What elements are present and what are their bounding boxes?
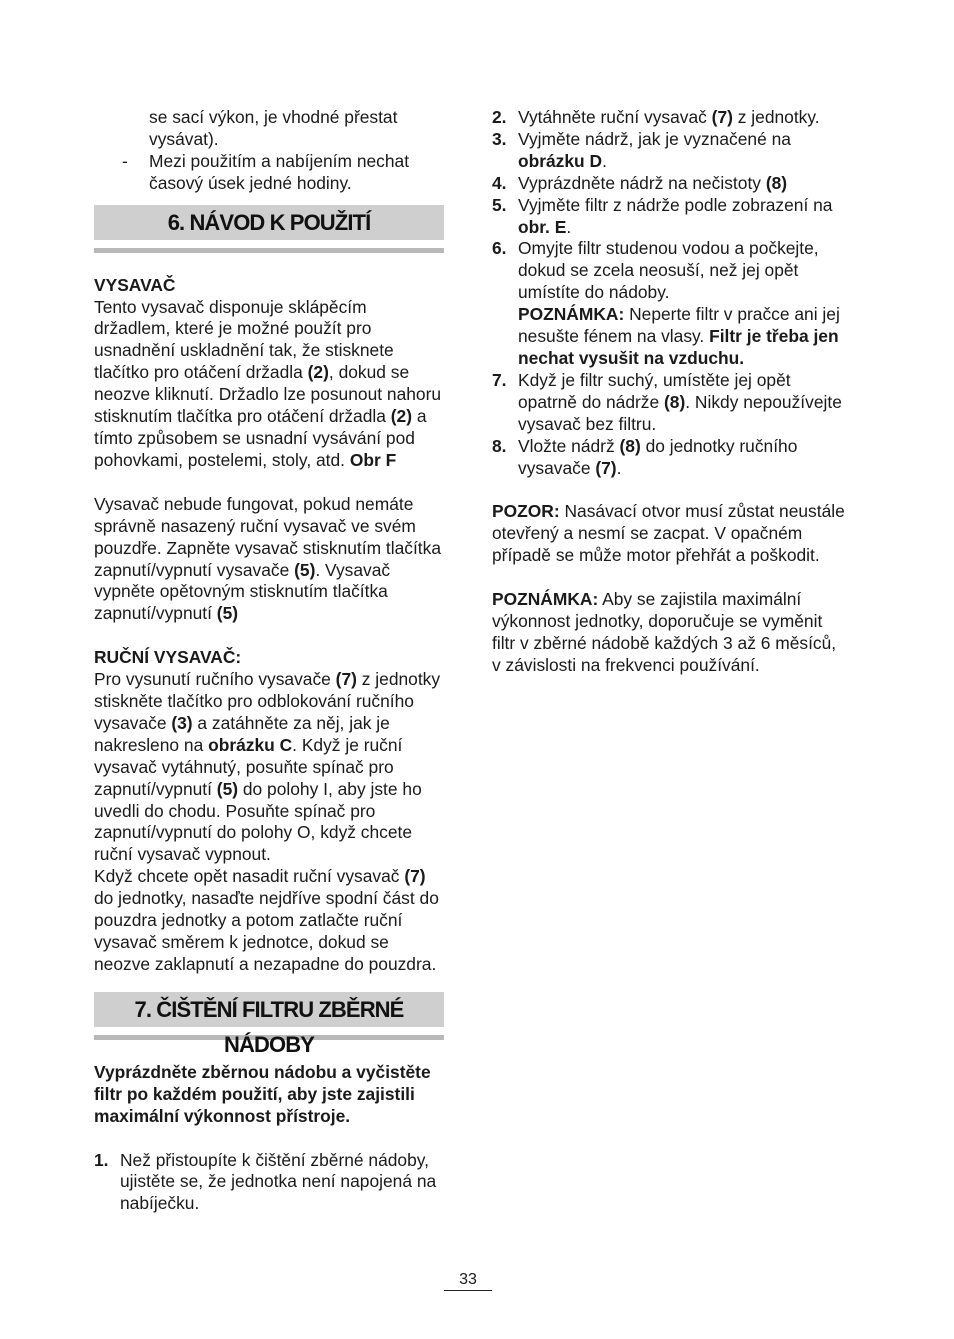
paragraph-handle: Tento vysavač disponuje sklápěcím držadlem, které je možné použít pro usnadnění uskladnění tak, že stisknete tlačítko pro otáčení držadla (2), dokud se neozve kliknutí. Držadlo lze posunout nahoru stisknutím tlačítka pro otáčení držadla (2) a tímto způsobem se usnadní vysávání pod pohovkami, postelemi, stoly, atd. Obr F xyxy=(94,296,442,470)
section-6-heading: 6. NÁVOD K POUŽITÍ xyxy=(94,205,444,240)
step-4: 4. Vyprázdněte nádrž na nečistoty (8) xyxy=(492,172,788,193)
step-6: 6. Omyjte filtr studenou vodou a počkejte, dokud se zcela neosuší, než jej opět umístíte do nádoby. POZNÁMKA: Neperte filtr v pračce ani jej nesušte fénem na vlasy. Filtr je třeba jen nechat vysušit na vzduchu. xyxy=(492,238,840,368)
step-5: 5. Vyjměte filtr z nádrže podle zobrazení na obr. E. xyxy=(492,194,833,237)
paragraph-power: Vysavač nebude fungovat, pokud nemáte správně nasazený ruční vysavač ve svém pouzdře. Zapněte vysavač stisknutím tlačítka zapnutí/vypnutí vysavače (5). Vysavač vypněte opětovným stisknutím tlačítka zapnutí/vypnutí (5) xyxy=(94,493,442,624)
dash-marker: - xyxy=(122,150,128,171)
note-paragraph: POZNÁMKA: Aby se zajistila maximální výkonnost jednotky, doporučuje se vyměnit filtr v zběrné nádobě každých 3 až 6 měsíců, v závislosti na frekvenci používání. xyxy=(492,589,837,675)
step-text: Než přistoupíte k čištění zběrné nádoby, ujistěte se, že jednotka není napojená na nabíječku. xyxy=(120,1149,437,1214)
section-6-rule xyxy=(94,248,444,253)
paragraph-handheld: Pro vysunutí ručního vysavače (7) z jednotky stiskněte tlačítko pro odblokování ručního vysavače (3) a zatáhněte za něj, jak je nakresleno na obrázku C. Když je ruční vysavač vytáhnutý, posuňte spínač pro zapnutí/vypnutí (5) do polohy I, aby jste ho uvedli do chodu. Posuňte spínač pro zapnutí/vypnutí do polohy O, když chcete ruční vysavač vypnout. xyxy=(94,669,441,865)
subheading-vysavac: VYSAVAČ xyxy=(94,274,176,295)
step-3: 3. Vyjměte nádrž, jak je vyznačené na obrázku D. xyxy=(492,128,791,171)
intro-continuation: se sací výkon, je vhodné přestat vysávat). xyxy=(149,107,398,149)
warning-label: POZOR: xyxy=(492,501,560,522)
note-label: POZNÁMKA: xyxy=(492,589,599,610)
subheading-rucni-vysavac: RUČNÍ VYSAVAČ: xyxy=(94,647,242,668)
step-number: 1. xyxy=(94,1149,109,1170)
step-8: 8. Vložte nádrž (8) do jednotky ručního vysavače (7). xyxy=(492,435,798,478)
warning-paragraph: POZOR: Nasávací otvor musí zůstat neustále otevřený a nesmí se zacpat. V opačném případě se může motor přehřát a poškodit. xyxy=(492,501,845,566)
right-column xyxy=(492,107,847,677)
intro-dash-item xyxy=(94,151,444,195)
step-6-note-label: POZNÁMKA: xyxy=(518,304,625,325)
left-column xyxy=(94,107,444,1215)
step-2: 2. Vytáhněte ruční vysavač (7) z jednotky. xyxy=(492,107,820,127)
step-1 xyxy=(94,1150,444,1216)
dash-item-text: Mezi použitím a nabíjením nechat časový úsek jedné hodiny. xyxy=(149,150,410,193)
page-number: 33 xyxy=(444,1270,492,1291)
step-7: 7. Když je filtr suchý, umístěte jej opět opatrně do nádrže (8). Nikdy nepoužívejte vysavač bez filtru. xyxy=(492,369,842,434)
section-7-heading: 7. ČIŠTĚNÍ FILTRU ZBĚRNÉ NÁDOBY xyxy=(94,992,444,1027)
paragraph-reinsert: Když chcete opět nasadit ruční vysavač (7) do jednotky, nasaďte nejdříve spodní část do pouzdra jednotky a potom zatlačte ruční vysavač směrem k jednotce, dokud se neozve zaklapnutí a nezapadne do pouzdra. xyxy=(94,866,439,974)
section-7-lead: Vyprázdněte zběrnou nádobu a vyčistěte filtr po každém použití, aby jste zajistili maximální výkonnost přístroje. xyxy=(94,1061,431,1126)
